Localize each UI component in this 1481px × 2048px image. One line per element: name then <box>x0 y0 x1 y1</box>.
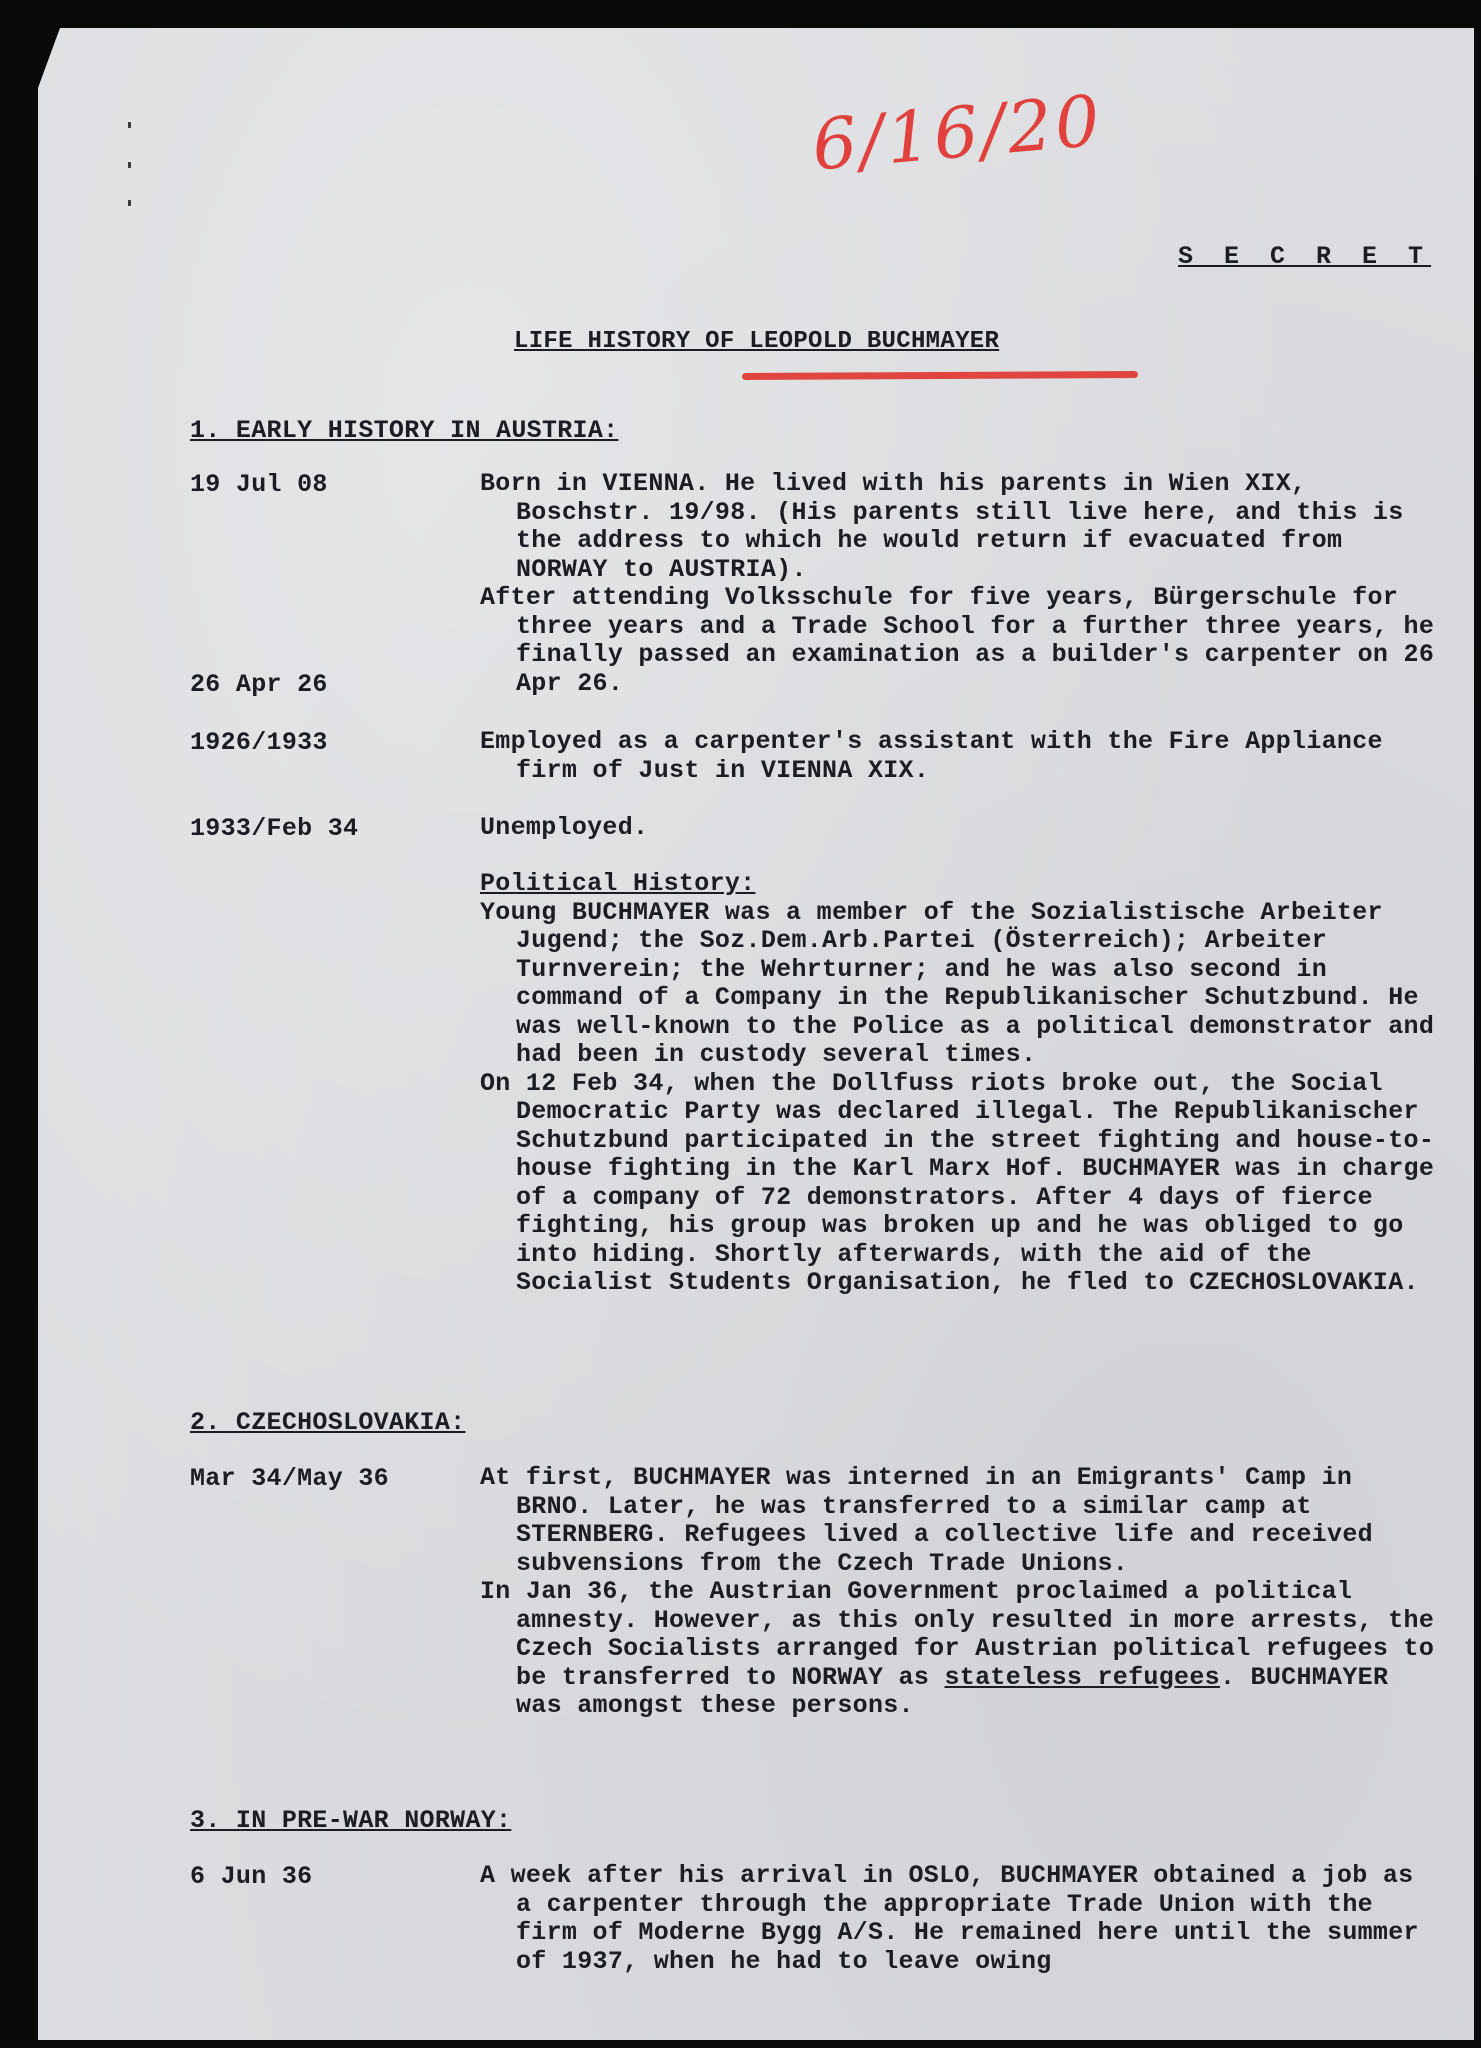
red-underline-mark <box>742 371 1138 380</box>
entry-date: 26 Apr 26 <box>190 670 328 699</box>
entry-date: 19 Jul 08 <box>190 470 328 499</box>
paragraph-segment: In Jan 36, the Austrian Government proclaimed a political amnesty. However, as this only resulted in more arrests, the Czech Socialists arranged for Austrian political refugees to be transferred to NORWAY as <box>480 1577 1435 1692</box>
underlined-phrase: stateless refugees <box>944 1662 1220 1692</box>
paragraph: After attending Volksschule for five years, Bürgerschule for three years and a Trade School for a further three years, he finally passed an examination as a builder's carpenter on 26 Apr 26. <box>480 583 1435 698</box>
entry-text <box>480 728 1440 785</box>
entry-text <box>480 814 1440 843</box>
paragraph: Young BUCHMAYER was a member of the Sozialistische Arbeiter Jugend; the Soz.Dem.Arb.Partei (Österreich); Arbeiter Turnverein; the Wehrturner; and he was also second in command of a Company in the Republikanischer Schutzbund. He was well-known to the Police as a political demonstrator and had been in custody several times. <box>480 897 1435 1069</box>
paragraph-segment: . BUCHMAYER was amongst these persons. <box>516 1662 1389 1720</box>
section-heading: 3. IN PRE-WAR NORWAY: <box>190 1806 512 1835</box>
paragraph: On 12 Feb 34, when the Dollfuss riots broke out, the Social Democratic Party was declared illegal. The Republikanischer Schutzbund participated in the street fighting and house-to-house fighting in the Karl Marx Hof. BUCHMAYER was in charge of a company of 72 demonstrators. After 4 days of fierce fighting, his group was broken up and he was obliged to go into hiding. Shortly afterwards, with the aid of the Socialist Students Organisation, he fled to CZECHOSLOVAKIA. <box>480 1068 1435 1297</box>
entry-date: 1926/1933 <box>190 728 328 757</box>
paragraph <box>480 1578 1440 1721</box>
entry-date: Mar 34/May 36 <box>190 1464 389 1493</box>
section-heading: 1. EARLY HISTORY IN AUSTRIA: <box>190 416 619 445</box>
document-title: LIFE HISTORY OF LEOPOLD BUCHMAYER <box>514 328 1000 355</box>
entry-text <box>480 870 1440 1298</box>
entry-text <box>480 1464 1440 1721</box>
entry-date: 1933/Feb 34 <box>190 814 359 843</box>
paragraph: Born in VIENNA. He lived with his parents in Wien XIX, Boschstr. 19/98. (His parents still live here, and this is the address to which he would return if evacuated from NORWAY to AUSTRIA). <box>480 469 1404 584</box>
entry-date: 6 Jun 36 <box>190 1862 313 1891</box>
paragraph: Employed as a carpenter's assistant with the Fire Appliance firm of Just in VIENNA XIX. <box>480 727 1383 785</box>
entry-text <box>480 1862 1440 1976</box>
section-heading: 2. CZECHOSLOVAKIA: <box>190 1408 466 1437</box>
classification-mark: S E C R E T <box>1178 242 1432 271</box>
paragraph: Unemployed. <box>480 813 649 842</box>
entry-text <box>480 470 1440 698</box>
paragraph: A week after his arrival in OSLO, BUCHMAYER obtained a job as a carpenter through the appropriate Trade Union with the firm of Moderne Bygg A/S. He remained here until the summer of 1937, when he had to leave owing <box>480 1861 1419 1976</box>
handwritten-date: 6/16/20 <box>808 79 1106 187</box>
paragraph: At first, BUCHMAYER was interned in an Emigrants' Camp in BRNO. Later, he was transferred to a similar camp at STERNBERG. Refugees lived a collective life and received subvensions from the Czech Trade Unions. <box>480 1463 1373 1578</box>
subheading: Political History: <box>480 869 756 898</box>
punch-mark <box>128 200 131 206</box>
punch-mark <box>128 122 131 128</box>
punch-mark <box>128 162 131 168</box>
